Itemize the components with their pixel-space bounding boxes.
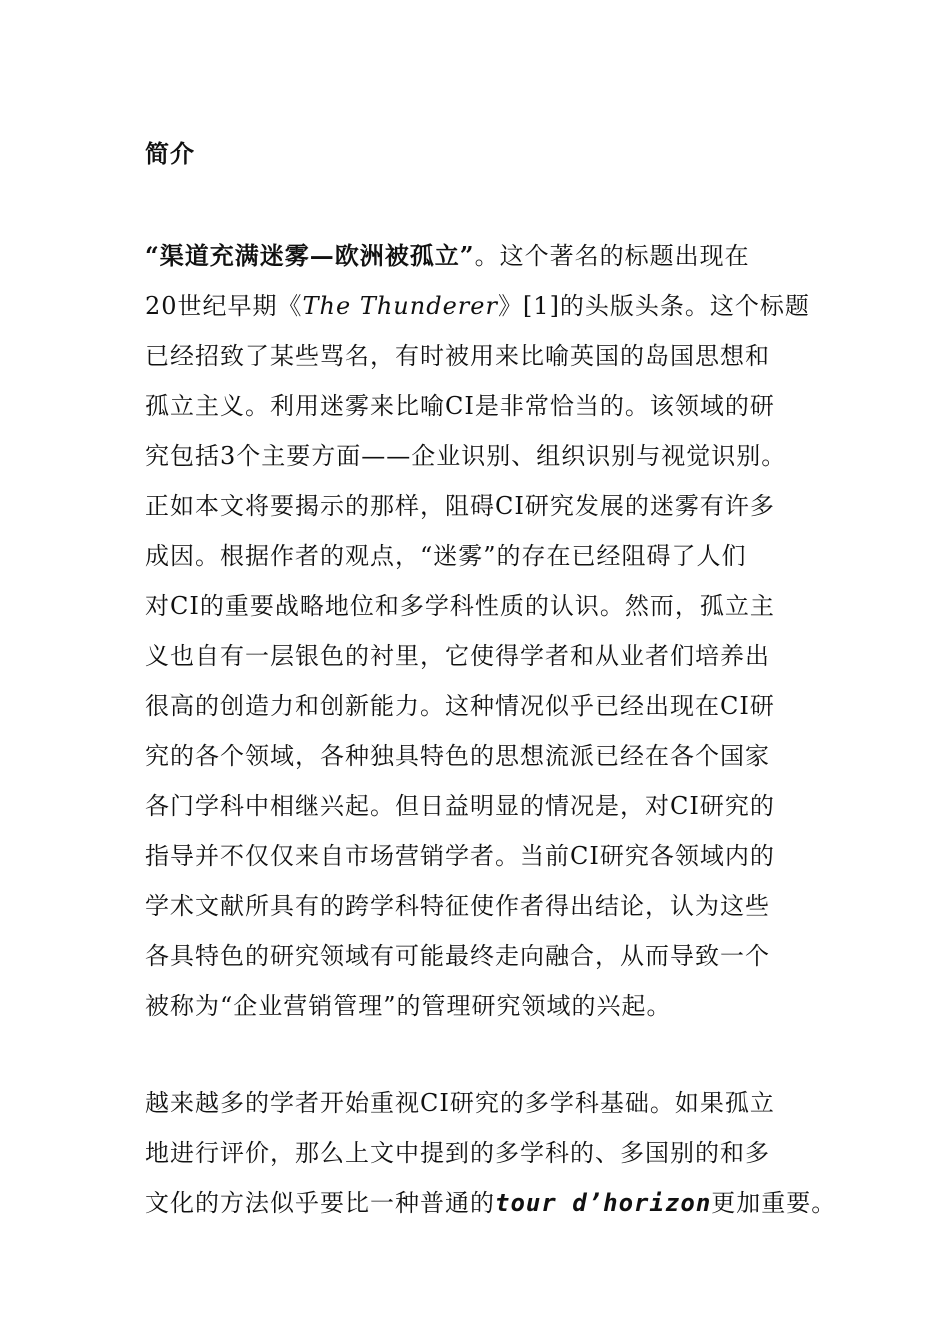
- paragraph-line: 孤立主义。利用迷雾来比喻CI是非常恰当的。该领域的研: [145, 392, 775, 420]
- paragraph-line: 究的各个领域，各种独具特色的思想流派已经在各个国家: [145, 742, 770, 770]
- paragraph-line: 越来越多的学者开始重视CI研究的多学科基础。如果孤立: [145, 1089, 775, 1117]
- paragraph-line: 学术文献所具有的跨学科特征使作者得出结论，认为这些: [145, 892, 770, 920]
- paragraph-line: [145, 281, 825, 331]
- paragraph-line: 正如本文将要揭示的那样，阻碍CI研究发展的迷雾有许多: [145, 492, 775, 520]
- paragraph-line: 究包括3个主要方面——企业识别、组织识别与视觉识别。: [145, 442, 787, 470]
- paragraph-line: 各门学科中相继兴起。但日益明显的情况是，对CI研究的: [145, 792, 775, 820]
- paragraph-line: 很高的创造力和创新能力。这种情况似乎已经出现在CI研: [145, 692, 775, 720]
- paragraph-line: 成因。根据作者的观点，“迷雾”的存在已经阻碍了人们: [145, 542, 747, 570]
- paragraph-line: 各具特色的研究领域有可能最终走向融合，从而导致一个: [145, 942, 770, 970]
- line-text: 文化的方法似乎要比一种普通的: [145, 1189, 495, 1217]
- line-text: 》[1]的头版头条。这个标题: [497, 292, 810, 320]
- paragraph-line: 义也自有一层银色的衬里，它使得学者和从业者们培养出: [145, 642, 770, 670]
- line-text: 更加重要。: [711, 1189, 837, 1217]
- section-heading: 简介: [145, 139, 195, 168]
- foreign-phrase: tour d’horizon: [495, 1189, 712, 1217]
- paragraph-line: 地进行评价，那么上文中提到的多学科的、多国别的和多: [145, 1139, 770, 1167]
- paragraph-line: [145, 231, 825, 281]
- paragraph-line: [145, 1178, 837, 1228]
- paragraph-line: 被称为“企业营销管理”的管理研究领域的兴起。: [145, 992, 672, 1020]
- paragraph-intro: [145, 231, 825, 1031]
- headline-quote: “渠道充满迷雾—欧洲被孤立”: [145, 241, 475, 270]
- paragraph-line: 已经招致了某些骂名，有时被用来比喻英国的岛国思想和: [145, 342, 770, 370]
- line-text: 。这个著名的标题出现在: [474, 242, 750, 270]
- paragraph-line: 指导并不仅仅来自市场营销学者。当前CI研究各领域内的: [145, 842, 775, 870]
- line-text: 20世纪早期《: [145, 292, 303, 320]
- paragraph-line: 对CI的重要战略地位和多学科性质的认识。然而，孤立主: [145, 592, 775, 620]
- newspaper-title: The Thunderer: [302, 292, 498, 320]
- paragraph-second: [145, 1078, 837, 1228]
